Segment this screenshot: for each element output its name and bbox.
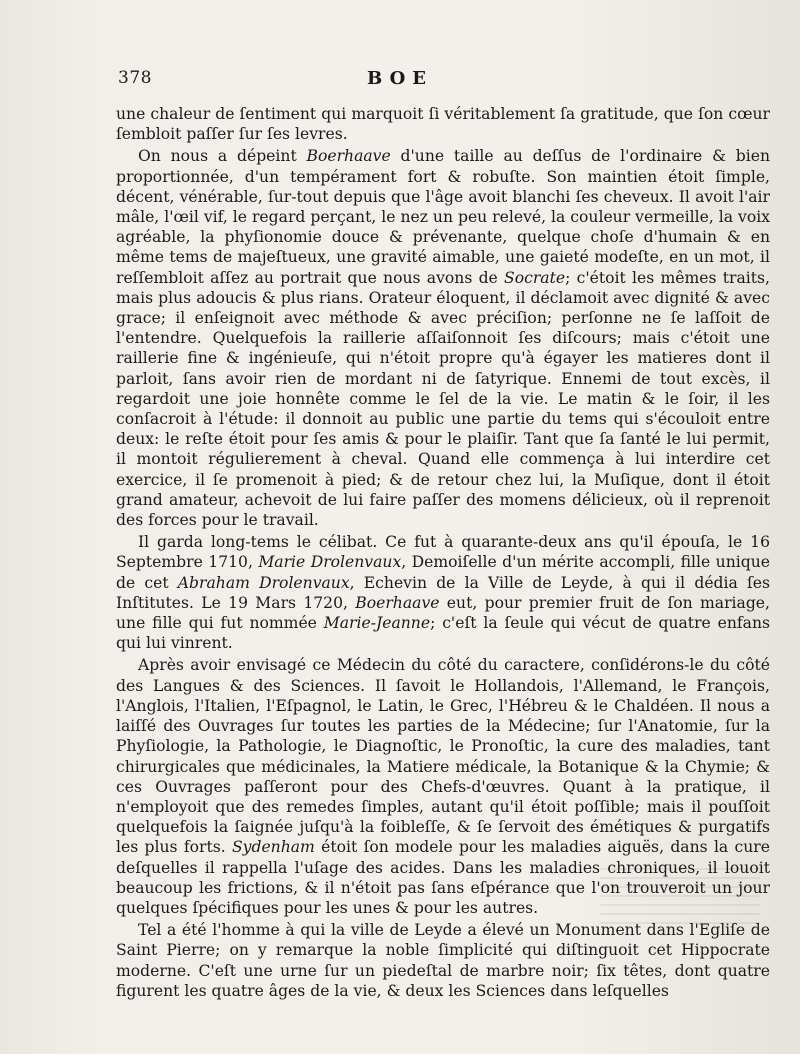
italic-text-run: Marie Drolenvaux xyxy=(258,553,402,572)
italic-text-run: Socrate xyxy=(504,268,566,287)
running-head: BOE xyxy=(367,68,433,89)
text-run: eut, pour premier fruit de ſon mariage, une fille qui fut nommée xyxy=(116,593,770,633)
text-run: Tel a été l'homme à qui la ville de Leyde a élevé un Monument dans l'Egliſe de Saint Pierre; on y remarque la noble ſimplicité qui diſtinguoit cet Hippocrate moderne. C'eſt une urne ſur un piedeſtal de marbre noir; ſix têtes, dont quatre figurent les quatre âges de la vie, & deux les Sciences dans leſquelles xyxy=(116,921,770,1000)
italic-text-run: Sydenham xyxy=(231,838,315,857)
page-number: 378 xyxy=(118,68,152,88)
text-run: d'une taille au deſſus de l'ordinaire & bien proportionnée, d'un tempérament fort & robuſte. Son maintien étoit ſimple, décent, vénérable, ſur-tout depuis que l'âge avoit blanchi ſes cheveux. Il avoit l'air mâle, l'œil vif, le regard perçant, le nez un peu relevé, la couleur vermeille, la voix agréable, la phyſionomie douce & prévenante, quelque choſe d'humain & en même tems de majeſtueux, une gravité aimable, une gaieté modeſte, en un mot, il reſſembloit aſſez au portrait que nous avons de xyxy=(116,147,770,287)
paragraph xyxy=(116,104,770,144)
text-run: Après avoir envisagé ce Médecin du côté du caractere, conſidérons-le du côté des Langues & des Sciences. Il ſavoit le Hollandois, l'Allemand, le François, l'Anglois, l'Italien, l'Eſpagnol, le Latin, le Grec, l'Hébreu & le Chaldéen. Il nous a laiſſé des Ouvrages ſur toutes les parties de la Médecine; ſur l'Anatomie, ſur la Phyſiologie, la Pathologie, le Diagnoſtic, le Pronoſtic, la cure des maladies, tant chirurgicales que médicinales, la Matiere médicale, la Botanique & la Chymie; & ces Ouvrages paſſeront pour des Chefs-d'œuvres. Quant à la pratique, il n'employoit que des remedes ſimples, autant qu'il étoit poſſible; mais il pouſſoit quelquefois la ſaignée juſqu'à la foibleſſe, & ſe ſervoit des émétiques & purgatifs les plus forts. xyxy=(116,656,770,857)
text-run: ; c'étoit les mêmes traits, mais plus adoucis & plus rians. Orateur éloquent, il déclamoit avec dignité & avec grace; il enſeignoit avec méthode & avec préciſion; perſonne ne ſe laſſoit de l'entendre. Quelquefois la raillerie aſſaiſonnoit ſes diſcours; mais c'étoit une raillerie fine & ingénieuſe, qui n'étoit propre qu'à égayer les matieres dont il parloit, ſans avoir rien de mordant ni de ſatyrique. Ennemi de tout excès, il regardoit une joie honnête comme le ſel de la vie. Le matin & le ſoir, il les conſacroit à l'étude: il donnoit au public une partie du tems qui s'écouloit entre deux: le reſte étoit pour ſes amis & pour le plaiſir. Tant que ſa ſanté le lui permit, il montoit régulierement à cheval. Quand elle commença à lui interdire cet exercice, il ſe promenoit à pied; & de retour chez lui, la Muſique, dont il étoit grand amateur, achevoit de lui faire paſſer des momens délicieux, où il reprenoit des forces pour le travail. xyxy=(116,268,770,530)
italic-text-run: Marie-Jeanne xyxy=(323,614,431,633)
paragraph xyxy=(116,532,770,653)
text-run: ; c'eſt la ſeule qui vécut de quatre enfans qui lui vinrent. xyxy=(116,614,770,653)
paragraph xyxy=(116,920,770,1001)
page-header xyxy=(0,68,800,94)
italic-text-run: Abraham Drolenvaux xyxy=(177,573,350,592)
text-run: Il garda long-tems le célibat. Ce fut à quarante-deux ans qu'il épouſa, le 16 Septembre 1710, xyxy=(116,533,770,572)
text-run: On nous a dépeint xyxy=(138,147,307,166)
italic-text-run: Boerhaave xyxy=(306,147,391,166)
text-run: une chaleur de ſentiment qui marquoit ſi véritablement ſa gratitude, que ſon cœur ſembloit paſſer ſur ſes levres. xyxy=(116,105,770,144)
text-run: , Echevin de la Ville de Leyde, à qui il dédia ſes Inſtitutes. Le 19 Mars 1720, xyxy=(116,573,770,612)
paragraph xyxy=(116,146,770,530)
show-through-shadow xyxy=(600,864,760,924)
text-run: , Demoiſelle d'un mérite accompli, fille unique de cet xyxy=(116,553,770,592)
italic-text-run: Boerhaave xyxy=(355,593,440,612)
text-run: étoit ſon modele pour les maladies aiguës, dans la cure deſquelles il rappella l'uſage des acides. Dans les maladies chroniques, il louoit beaucoup les frictions, & il n'étoit pas ſans eſpérance que l'on trouveroit un jour quelques ſpécifiques pour les unes & pour les autres. xyxy=(116,838,770,917)
